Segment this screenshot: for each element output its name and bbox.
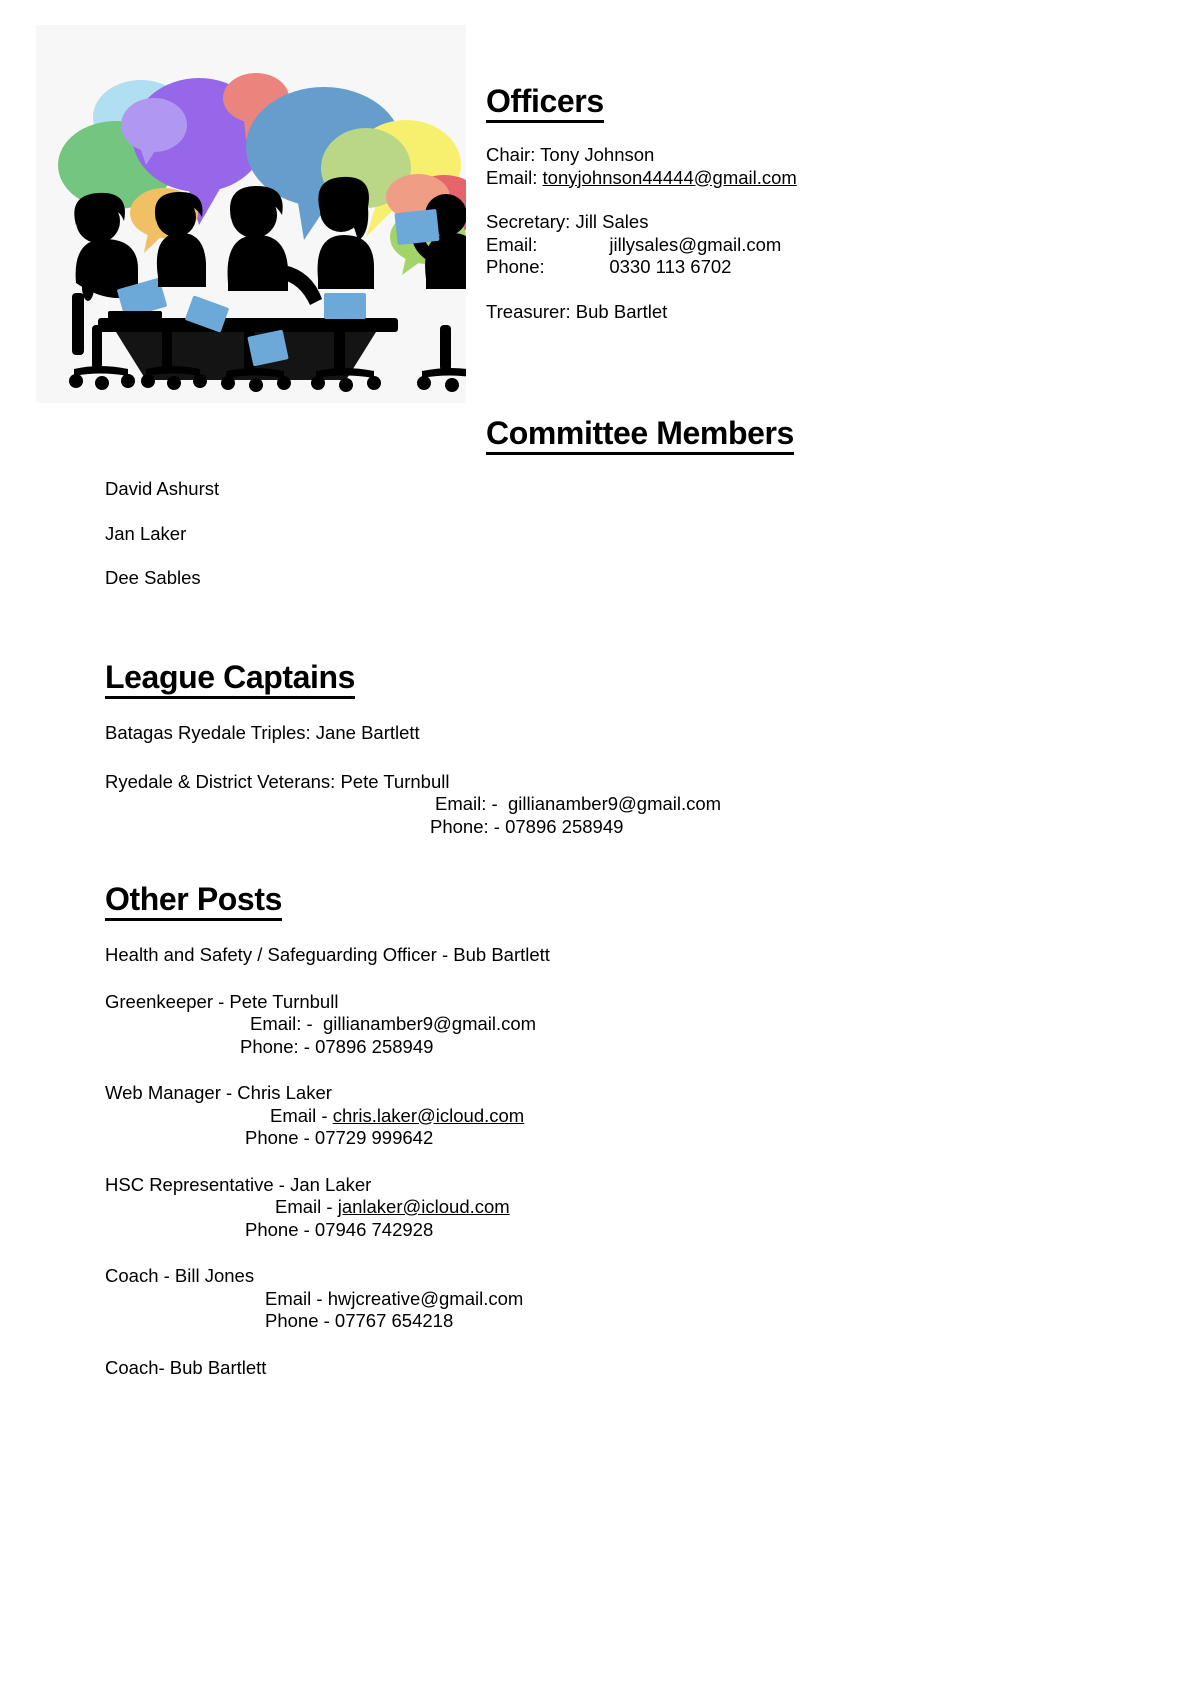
secretary-role-label: Secretary: [486, 211, 571, 232]
officer-treasurer [486, 301, 797, 324]
meeting-illustration [36, 25, 466, 403]
league-entry-email: Email: - gillianamber9@gmail.com [435, 793, 722, 814]
chair-role-label: Chair: [486, 144, 536, 165]
list-item: Jan Laker [105, 522, 187, 544]
committee-heading [486, 416, 794, 455]
chair-email-line [486, 167, 797, 190]
post-email: hwjcreative@gmail.com [327, 1287, 524, 1309]
post-phone: Phone - 07946 742928 [245, 1218, 434, 1240]
post-phone: Phone - 07729 999642 [245, 1127, 434, 1148]
post-title: Coach - Bill Jones [105, 1265, 255, 1286]
secretary-email: jillysales@gmail.com [609, 233, 782, 255]
chair-name-line [486, 144, 797, 167]
officers-heading [486, 84, 604, 123]
post-hsc-representative [105, 1174, 550, 1242]
meeting-illustration-svg [36, 25, 466, 403]
secretary-email-line [486, 234, 797, 257]
post-email-line [105, 1196, 550, 1219]
other-posts-heading [105, 882, 282, 921]
list-item: David Ashurst [105, 478, 220, 499]
post-email-link[interactable]: chris.laker@icloud.com [332, 1104, 525, 1126]
treasurer-name-line [486, 301, 797, 324]
secretary-phone-label: Phone: [486, 256, 545, 277]
league-captains-block [105, 722, 721, 838]
league-entry-phone: Phone: - 07896 258949 [430, 815, 624, 837]
list-item: Dee Sables [105, 567, 201, 588]
post-coach-bill-jones [105, 1265, 550, 1333]
post-email-line [105, 1105, 550, 1128]
league-entry-title: Batagas Ryedale Triples: Jane Bartlett [105, 722, 420, 743]
post-title: Coach- Bub Bartlett [105, 1356, 267, 1378]
post-title: HSC Representative - Jan Laker [105, 1173, 372, 1195]
secretary-name-line [486, 211, 797, 234]
secretary-email-label: Email: [486, 233, 538, 255]
treasurer-name: Bub Bartlet [575, 300, 668, 322]
post-title: Web Manager - Chris Laker [105, 1082, 332, 1103]
post-health-safety [105, 944, 550, 967]
post-email-label: Email - [270, 1104, 333, 1126]
league-entry-veterans [105, 771, 721, 839]
league-captains-heading [105, 660, 355, 699]
league-entry-title: Ryedale & District Veterans: Pete Turnbull [105, 770, 450, 792]
secretary-name: Jill Sales [575, 211, 649, 232]
post-email-label: Email - [265, 1287, 328, 1309]
secretary-phone-line [486, 256, 797, 279]
officers-heading-text: Officers [486, 84, 604, 123]
post-email-label: Email - [275, 1196, 338, 1217]
officers-block [486, 144, 797, 323]
post-coach-bub-bartlett [105, 1357, 550, 1380]
post-title: Greenkeeper - Pete Turnbull [105, 990, 339, 1012]
post-email-link[interactable]: janlaker@icloud.com [337, 1196, 510, 1217]
chair-email-label: Email: [486, 166, 538, 188]
chair-email-link[interactable]: tonyjohnson44444@gmail.com [542, 166, 797, 188]
post-greenkeeper [105, 991, 550, 1059]
post-phone: Phone: - 07896 258949 [240, 1035, 434, 1057]
post-email-line [105, 1288, 550, 1311]
secretary-phone: 0330 113 6702 [609, 256, 732, 277]
post-email: Email: - gillianamber9@gmail.com [250, 1013, 537, 1034]
other-posts-block [105, 944, 550, 1379]
committee-heading-text: Committee Members [486, 416, 794, 455]
league-captains-heading-text: League Captains [105, 660, 355, 699]
officer-chair [486, 144, 797, 189]
post-phone: Phone - 07767 654218 [265, 1310, 454, 1331]
post-web-manager [105, 1082, 550, 1150]
other-posts-heading-text: Other Posts [105, 882, 282, 921]
league-entry-batagas [105, 722, 721, 745]
post-title: Health and Safety / Safeguarding Officer - Bub Bartlett [105, 944, 550, 965]
chair-name: Tony Johnson [540, 144, 655, 165]
committee-member-list [105, 478, 219, 612]
treasurer-role-label: Treasurer: [486, 300, 571, 322]
officer-secretary [486, 211, 797, 279]
